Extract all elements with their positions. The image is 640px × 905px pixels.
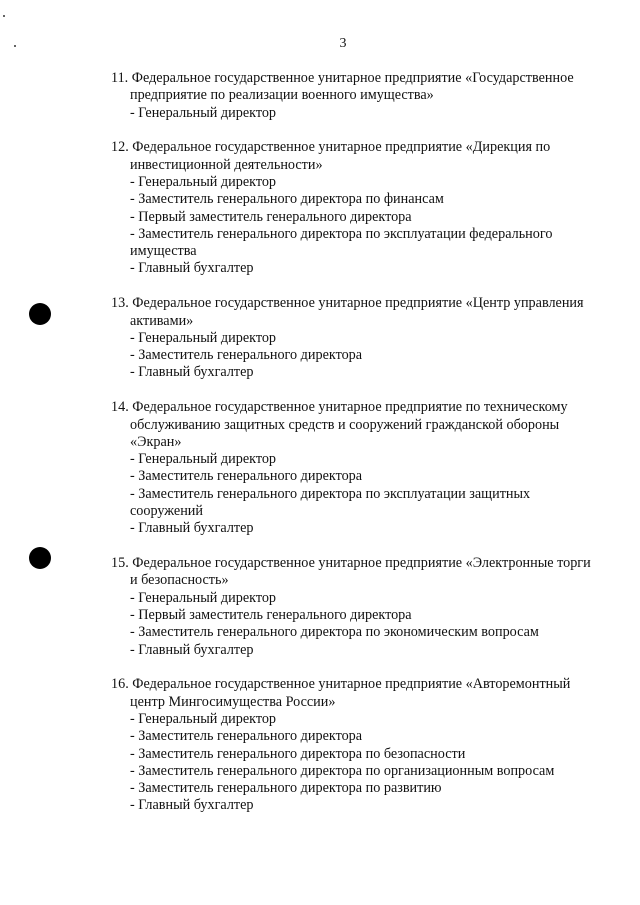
punch-hole xyxy=(29,303,51,325)
role-item: - Первый заместитель генерального директора xyxy=(130,607,412,624)
role-item: - Заместитель генерального директора по эксплуатации федерального имущества xyxy=(130,225,553,260)
entry-title: 15. Федеральное государственное унитарное предприятие «Электронные торги и безопасность» xyxy=(111,555,591,589)
role-item: - Заместитель генерального директора xyxy=(130,728,363,745)
role-item: - Генеральный директор xyxy=(130,589,277,606)
entry-11 xyxy=(111,70,591,122)
role-item: - Главный бухгалтер xyxy=(130,797,254,814)
scan-speck xyxy=(14,45,16,47)
entry-15 xyxy=(111,555,591,659)
role-item: - Главный бухгалтер xyxy=(130,260,254,277)
role-item: - Генеральный директор xyxy=(130,329,277,346)
role-item: - Главный бухгалтер xyxy=(130,520,254,537)
entry-title: 12. Федеральное государственное унитарное предприятие «Дирекция по инвестиционной деятельности» xyxy=(111,139,551,173)
role-item: - Заместитель генерального директора по безопасности xyxy=(130,745,466,762)
role-item: - Генеральный директор xyxy=(130,711,277,727)
punch-hole xyxy=(29,547,51,569)
role-item: - Генеральный директор xyxy=(130,451,277,468)
role-item: - Заместитель генерального директора по развитию xyxy=(130,780,442,797)
role-item: - Заместитель генерального директора по финансам xyxy=(130,191,444,208)
role-item: - Заместитель генерального директора по эксплуатации защитных сооружений xyxy=(130,485,531,520)
entry-title: 11. Федеральное государственное унитарное предприятие «Государственное предприятие по реализации военного имущества» xyxy=(111,70,574,104)
role-item: - Первый заместитель генерального директора xyxy=(130,208,412,225)
role-item: - Заместитель генерального директора xyxy=(130,468,363,485)
scan-speck xyxy=(3,15,5,17)
entry-12 xyxy=(111,139,591,277)
entry-14 xyxy=(111,399,591,537)
role-item: - Заместитель генерального директора по организационным вопросам xyxy=(130,762,555,779)
role-item: - Генеральный директор xyxy=(130,173,277,190)
entry-title: 16. Федеральное государственное унитарное предприятие «Авторемонтный центр Мингосимущества России» xyxy=(111,676,571,710)
entry-title: 13. Федеральное государственное унитарное предприятие «Центр управления активами» xyxy=(111,295,584,329)
role-item: - Главный бухгалтер xyxy=(130,364,254,381)
role-item: - Заместитель генерального директора по экономическим вопросам xyxy=(130,624,539,641)
document-body xyxy=(111,70,591,832)
role-item: - Главный бухгалтер xyxy=(130,641,254,658)
entry-13 xyxy=(111,295,591,381)
page-number: 3 xyxy=(339,36,347,51)
entry-title: 14. Федеральное государственное унитарное предприятие по техническому обслуживанию защитных средств и сооружений гражданской обороны «Экран» xyxy=(111,399,568,450)
entry-16 xyxy=(111,676,591,814)
role-item: - Генеральный директор xyxy=(130,104,277,121)
role-item: - Заместитель генерального директора xyxy=(130,347,363,364)
